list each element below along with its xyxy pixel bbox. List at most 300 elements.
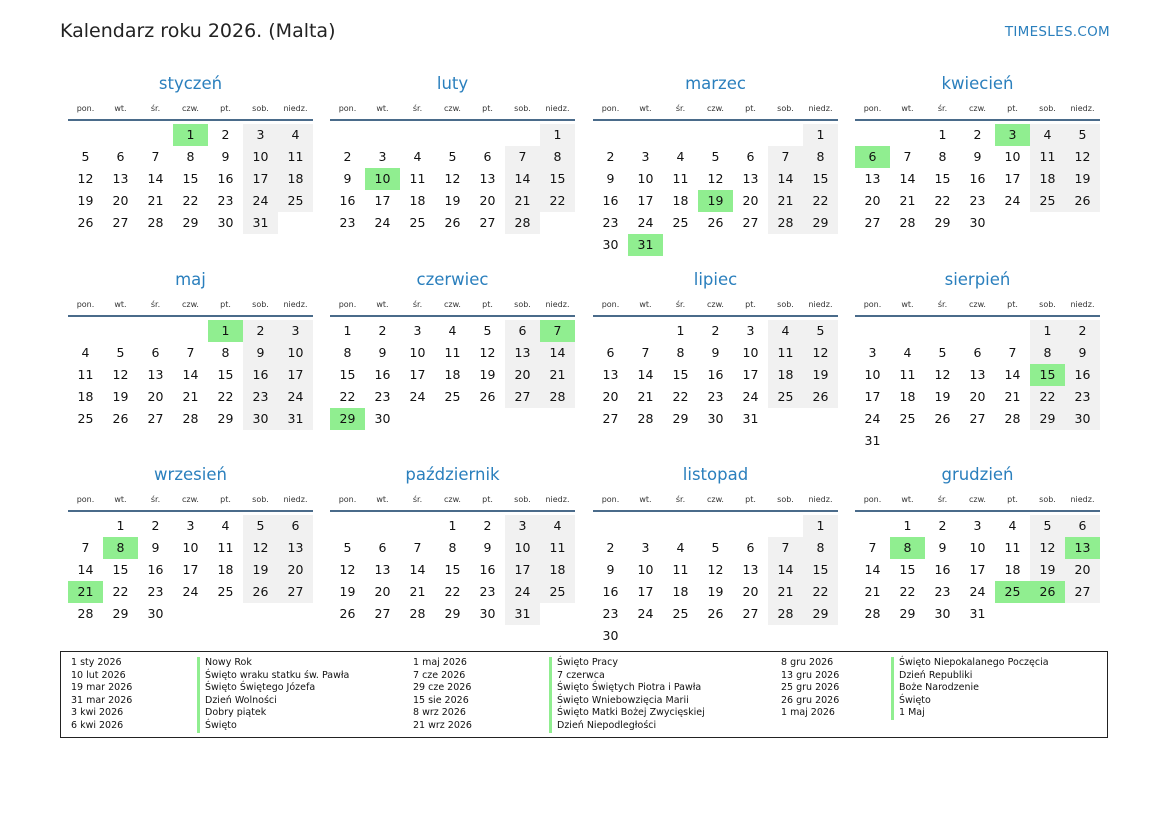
day-cell: 16 — [707, 367, 724, 382]
day-cell: 22 — [112, 584, 129, 599]
weekday-label: śr. — [937, 494, 948, 504]
day-cell: 7 — [768, 146, 803, 168]
day-cell: 2 — [378, 323, 387, 338]
day-grid — [855, 320, 1100, 452]
day-cell: 3 — [973, 518, 982, 533]
day-cell: 11 — [672, 171, 689, 186]
day-cell: 11 — [1004, 540, 1021, 555]
day-cell: 15 — [540, 168, 575, 190]
empty-cell — [925, 320, 960, 342]
day-cell: 24 — [742, 389, 759, 404]
day-cell: 23 — [969, 193, 986, 208]
weekday-label: śr. — [150, 103, 161, 113]
day-cell: 6 — [746, 149, 755, 164]
day-cell: 2 — [1065, 320, 1100, 342]
day-cell: 17 — [742, 367, 759, 382]
day-cell: 16 — [602, 584, 619, 599]
day-cell: 4 — [676, 149, 685, 164]
day-cell: 26 — [77, 215, 94, 230]
day-cell: 3 — [505, 515, 540, 537]
weekday-label: wt. — [901, 494, 914, 504]
day-cell: 28 — [864, 606, 881, 621]
weekday-label: pon. — [863, 299, 882, 309]
day-cell: 15 — [803, 559, 838, 581]
day-cell: 5 — [243, 515, 278, 537]
weekday-label: niedz. — [1070, 494, 1095, 504]
weekday-label: pt. — [745, 103, 756, 113]
legend-date: 13 gru 2026 — [781, 669, 840, 681]
day-cell: 15 — [339, 367, 356, 382]
weekday-label: pt. — [1007, 494, 1018, 504]
day-cell: 21 — [409, 584, 426, 599]
day-cell: 10 — [742, 345, 759, 360]
day-cell: 26 — [707, 606, 724, 621]
weekday-label: wt. — [114, 299, 127, 309]
day-cell: 8 — [540, 146, 575, 168]
day-cell: 9 — [606, 171, 615, 186]
day-grid — [330, 124, 575, 234]
holiday-legend — [60, 651, 1108, 738]
day-cell: 18 — [768, 364, 803, 386]
weekday-header — [68, 293, 313, 317]
day-grid — [330, 320, 575, 430]
day-cell: 28 — [768, 212, 803, 234]
legend-holiday-name: Święto Pracy — [549, 657, 705, 670]
day-cell: 7 — [186, 345, 195, 360]
day-cell: 22 — [217, 389, 234, 404]
month-2 — [593, 73, 838, 256]
day-cell: 11 — [409, 171, 426, 186]
weekday-label: pt. — [482, 299, 493, 309]
weekday-label: niedz. — [545, 494, 570, 504]
day-cell: 24 — [1004, 193, 1021, 208]
day-cell: 23 — [1065, 386, 1100, 408]
empty-cell — [470, 124, 505, 146]
day-cell: 10 — [505, 537, 540, 559]
weekday-label: niedz. — [283, 494, 308, 504]
day-cell: 23 — [602, 215, 619, 230]
day-cell: 4 — [540, 515, 575, 537]
day-cell: 16 — [339, 193, 356, 208]
day-cell: 26 — [1065, 190, 1100, 212]
day-cell: 24 — [969, 584, 986, 599]
day-cell: 25 — [278, 190, 313, 212]
day-cell: 18 — [444, 367, 461, 382]
day-cell: 3 — [243, 124, 278, 146]
brand-link[interactable]: TIMESLES.COM — [1004, 24, 1110, 40]
weekday-label: wt. — [639, 299, 652, 309]
day-cell: 1 — [116, 518, 125, 533]
day-cell: 16 — [243, 364, 278, 386]
day-cell: 5 — [711, 149, 720, 164]
weekday-label: śr. — [412, 299, 423, 309]
day-cell: 1 — [903, 518, 912, 533]
day-cell: 3 — [278, 320, 313, 342]
empty-cell — [890, 320, 925, 342]
legend-names-column — [891, 657, 1049, 720]
weekday-label: wt. — [376, 494, 389, 504]
weekday-label: sob. — [777, 299, 794, 309]
day-cell: 23 — [934, 584, 951, 599]
day-cell: 9 — [151, 540, 160, 555]
day-cell: 31 — [243, 212, 278, 234]
weekday-label: czw. — [444, 494, 461, 504]
empty-cell — [628, 124, 663, 146]
day-cell: 20 — [505, 364, 540, 386]
day-cell: 6 — [151, 345, 160, 360]
weekday-label: sob. — [514, 103, 531, 113]
page-title: Kalendarz roku 2026. (Malta) — [60, 20, 336, 42]
day-cell: 20 — [278, 559, 313, 581]
weekday-label: wt. — [114, 103, 127, 113]
day-cell: 14 — [899, 171, 916, 186]
holiday-day-cell: 29 — [330, 408, 365, 430]
day-cell: 16 — [602, 193, 619, 208]
empty-cell — [400, 124, 435, 146]
day-cell: 27 — [278, 581, 313, 603]
holiday-day-cell: 19 — [698, 190, 733, 212]
month-4 — [68, 269, 313, 430]
day-cell: 22 — [540, 190, 575, 212]
day-cell: 6 — [1065, 515, 1100, 537]
day-cell: 18 — [540, 559, 575, 581]
day-cell: 10 — [278, 342, 313, 364]
month-name: luty — [436, 74, 469, 93]
legend-date: 1 maj 2026 — [413, 657, 467, 668]
day-cell: 28 — [147, 215, 164, 230]
day-cell: 30 — [147, 606, 164, 621]
weekday-header — [68, 97, 313, 121]
empty-cell — [365, 515, 400, 537]
day-cell: 17 — [864, 389, 881, 404]
day-cell: 10 — [637, 171, 654, 186]
legend-holiday-name: Święto Świętego Józefa — [197, 682, 349, 695]
day-cell: 30 — [217, 215, 234, 230]
holiday-day-cell: 15 — [1030, 364, 1065, 386]
day-cell: 30 — [479, 606, 496, 621]
day-cell: 1 — [448, 518, 457, 533]
day-cell: 22 — [182, 193, 199, 208]
day-grid — [68, 515, 313, 625]
legend-date: 8 wrz 2026 — [413, 707, 466, 719]
day-cell: 17 — [505, 559, 540, 581]
day-cell: 30 — [1065, 408, 1100, 430]
legend-holiday-name: Dzień Republiki — [891, 670, 1049, 683]
day-cell: 22 — [339, 389, 356, 404]
day-cell: 1 — [540, 124, 575, 146]
weekday-label: czw. — [969, 494, 986, 504]
weekday-header — [855, 293, 1100, 317]
day-cell: 12 — [1030, 537, 1065, 559]
day-cell: 23 — [339, 215, 356, 230]
weekday-label: niedz. — [545, 103, 570, 113]
legend-holiday-name: Święto — [197, 720, 349, 733]
day-cell: 26 — [934, 411, 951, 426]
day-cell: 2 — [938, 518, 947, 533]
day-cell: 22 — [444, 584, 461, 599]
day-cell: 11 — [444, 345, 461, 360]
day-cell: 19 — [479, 367, 496, 382]
day-grid — [855, 515, 1100, 625]
day-cell: 2 — [221, 127, 230, 142]
day-cell: 10 — [409, 345, 426, 360]
day-grid — [593, 515, 838, 647]
day-cell: 25 — [899, 411, 916, 426]
weekday-label: wt. — [901, 299, 914, 309]
day-cell: 3 — [641, 540, 650, 555]
day-cell: 26 — [112, 411, 129, 426]
holiday-day-cell: 26 — [1030, 581, 1065, 603]
legend-date: 3 kwi 2026 — [71, 707, 124, 719]
day-cell: 30 — [602, 628, 619, 643]
day-cell: 16 — [217, 171, 234, 186]
day-cell: 24 — [505, 581, 540, 603]
day-cell: 19 — [77, 193, 94, 208]
day-cell: 18 — [899, 389, 916, 404]
day-cell: 26 — [479, 389, 496, 404]
day-cell: 28 — [637, 411, 654, 426]
weekday-label: wt. — [376, 103, 389, 113]
weekday-label: pon. — [338, 494, 357, 504]
day-cell: 17 — [409, 367, 426, 382]
empty-cell — [960, 320, 995, 342]
weekday-label: niedz. — [1070, 103, 1095, 113]
day-cell: 8 — [186, 149, 195, 164]
day-cell: 14 — [1004, 367, 1021, 382]
day-cell: 18 — [77, 389, 94, 404]
weekday-label: czw. — [182, 103, 199, 113]
day-cell: 14 — [864, 562, 881, 577]
month-1 — [330, 73, 575, 234]
month-8 — [68, 464, 313, 625]
day-cell: 9 — [1065, 342, 1100, 364]
day-cell: 21 — [899, 193, 916, 208]
day-cell: 30 — [934, 606, 951, 621]
day-cell: 11 — [77, 367, 94, 382]
day-cell: 7 — [868, 540, 877, 555]
day-cell: 7 — [768, 537, 803, 559]
month-7 — [855, 269, 1100, 452]
day-cell: 30 — [243, 408, 278, 430]
day-cell: 16 — [1065, 364, 1100, 386]
empty-cell — [698, 515, 733, 537]
holiday-day-cell: 1 — [208, 320, 243, 342]
day-cell: 28 — [540, 386, 575, 408]
day-cell: 7 — [505, 146, 540, 168]
day-cell: 29 — [1030, 408, 1065, 430]
weekday-label: pon. — [601, 103, 620, 113]
day-cell: 14 — [77, 562, 94, 577]
day-cell: 28 — [182, 411, 199, 426]
day-cell: 27 — [112, 215, 129, 230]
day-cell: 29 — [444, 606, 461, 621]
day-cell: 29 — [803, 212, 838, 234]
empty-cell — [768, 515, 803, 537]
weekday-header — [330, 97, 575, 121]
holiday-day-cell: 25 — [995, 581, 1030, 603]
weekday-label: śr. — [937, 299, 948, 309]
month-11 — [855, 464, 1100, 625]
day-grid — [593, 124, 838, 256]
weekday-label: niedz. — [283, 103, 308, 113]
day-cell: 21 — [182, 389, 199, 404]
day-cell: 14 — [505, 168, 540, 190]
weekday-label: pt. — [482, 494, 493, 504]
legend-holiday-name: Święto — [891, 695, 1049, 708]
day-cell: 12 — [479, 345, 496, 360]
weekday-label: śr. — [675, 103, 686, 113]
day-cell: 22 — [1030, 386, 1065, 408]
day-cell: 20 — [147, 389, 164, 404]
day-cell: 19 — [803, 364, 838, 386]
day-cell: 1 — [803, 124, 838, 146]
day-cell: 8 — [343, 345, 352, 360]
day-cell: 18 — [672, 193, 689, 208]
day-cell: 22 — [803, 581, 838, 603]
holiday-day-cell: 1 — [173, 124, 208, 146]
empty-cell — [733, 515, 768, 537]
day-cell: 21 — [768, 581, 803, 603]
empty-cell — [330, 124, 365, 146]
day-cell: 3 — [641, 149, 650, 164]
day-cell: 4 — [221, 518, 230, 533]
day-cell: 27 — [1065, 581, 1100, 603]
day-cell: 15 — [444, 562, 461, 577]
day-cell: 19 — [243, 559, 278, 581]
weekday-header — [593, 488, 838, 512]
holiday-day-cell: 21 — [68, 581, 103, 603]
legend-holiday-name: Święto Niepokalanego Poczęcia — [891, 657, 1049, 670]
day-cell: 4 — [278, 124, 313, 146]
day-cell: 5 — [1065, 124, 1100, 146]
day-cell: 19 — [707, 584, 724, 599]
day-cell: 26 — [803, 386, 838, 408]
day-cell: 21 — [147, 193, 164, 208]
day-cell: 15 — [934, 171, 951, 186]
day-cell: 13 — [278, 537, 313, 559]
day-cell: 28 — [409, 606, 426, 621]
day-cell: 7 — [81, 540, 90, 555]
day-cell: 13 — [112, 171, 129, 186]
day-cell: 17 — [637, 584, 654, 599]
empty-cell — [593, 515, 628, 537]
weekday-label: pt. — [220, 299, 231, 309]
weekday-label: sob. — [1039, 103, 1056, 113]
day-cell: 7 — [903, 149, 912, 164]
weekday-label: śr. — [412, 103, 423, 113]
month-name: styczeń — [158, 74, 223, 93]
day-cell: 27 — [479, 215, 496, 230]
day-cell: 17 — [243, 168, 278, 190]
day-cell: 25 — [409, 215, 426, 230]
day-cell: 22 — [803, 190, 838, 212]
legend-holiday-name: Nowy Rok — [197, 657, 349, 670]
day-cell: 19 — [112, 389, 129, 404]
weekday-label: czw. — [707, 494, 724, 504]
day-cell: 24 — [243, 190, 278, 212]
month-10 — [593, 464, 838, 647]
legend-dates-column — [71, 657, 132, 733]
empty-cell — [435, 124, 470, 146]
weekday-label: pon. — [601, 299, 620, 309]
day-cell: 27 — [147, 411, 164, 426]
month-name: lipiec — [693, 270, 738, 289]
empty-cell — [733, 124, 768, 146]
day-cell: 12 — [243, 537, 278, 559]
day-cell: 2 — [243, 320, 278, 342]
day-cell: 22 — [899, 584, 916, 599]
day-cell: 24 — [637, 606, 654, 621]
day-cell: 21 — [540, 364, 575, 386]
day-cell: 6 — [116, 149, 125, 164]
day-cell: 14 — [768, 559, 803, 581]
holiday-day-cell: 6 — [855, 146, 890, 168]
day-cell: 14 — [637, 367, 654, 382]
empty-cell — [768, 124, 803, 146]
day-cell: 17 — [278, 364, 313, 386]
day-cell: 8 — [803, 537, 838, 559]
day-cell: 24 — [637, 215, 654, 230]
day-cell: 26 — [707, 215, 724, 230]
day-cell: 11 — [768, 342, 803, 364]
weekday-header — [330, 488, 575, 512]
weekday-label: sob. — [252, 103, 269, 113]
empty-cell — [855, 320, 890, 342]
weekday-label: sob. — [1039, 494, 1056, 504]
legend-names-column — [549, 657, 705, 733]
day-cell: 9 — [606, 562, 615, 577]
weekday-label: niedz. — [1070, 299, 1095, 309]
legend-holiday-name: Święto Świętych Piotra i Pawła — [549, 682, 705, 695]
day-cell: 3 — [378, 149, 387, 164]
legend-date: 19 mar 2026 — [71, 682, 133, 694]
day-cell: 23 — [147, 584, 164, 599]
day-cell: 10 — [969, 540, 986, 555]
month-name: grudzień — [941, 465, 1014, 484]
empty-cell — [855, 515, 890, 537]
day-cell: 27 — [742, 215, 759, 230]
day-cell: 3 — [186, 518, 195, 533]
empty-cell — [890, 124, 925, 146]
day-cell: 13 — [374, 562, 391, 577]
day-cell: 20 — [602, 389, 619, 404]
day-cell: 30 — [969, 215, 986, 230]
day-cell: 11 — [1030, 146, 1065, 168]
weekday-label: niedz. — [808, 494, 833, 504]
day-cell: 28 — [768, 603, 803, 625]
day-cell: 5 — [81, 149, 90, 164]
empty-cell — [330, 515, 365, 537]
weekday-label: pon. — [76, 103, 95, 113]
day-cell: 23 — [243, 386, 278, 408]
day-cell: 4 — [903, 345, 912, 360]
weekday-label: śr. — [412, 494, 423, 504]
day-cell: 4 — [1030, 124, 1065, 146]
weekday-label: pt. — [745, 494, 756, 504]
weekday-label: niedz. — [808, 299, 833, 309]
weekday-label: pt. — [220, 103, 231, 113]
day-cell: 29 — [934, 215, 951, 230]
day-cell: 16 — [147, 562, 164, 577]
day-cell: 7 — [151, 149, 160, 164]
day-cell: 19 — [339, 584, 356, 599]
legend-dates-column — [781, 657, 839, 720]
weekday-label: sob. — [514, 494, 531, 504]
day-cell: 6 — [278, 515, 313, 537]
day-cell: 4 — [413, 149, 422, 164]
weekday-header — [855, 97, 1100, 121]
legend-holiday-name: Święto Matki Bożej Zwycięskiej — [549, 707, 705, 720]
